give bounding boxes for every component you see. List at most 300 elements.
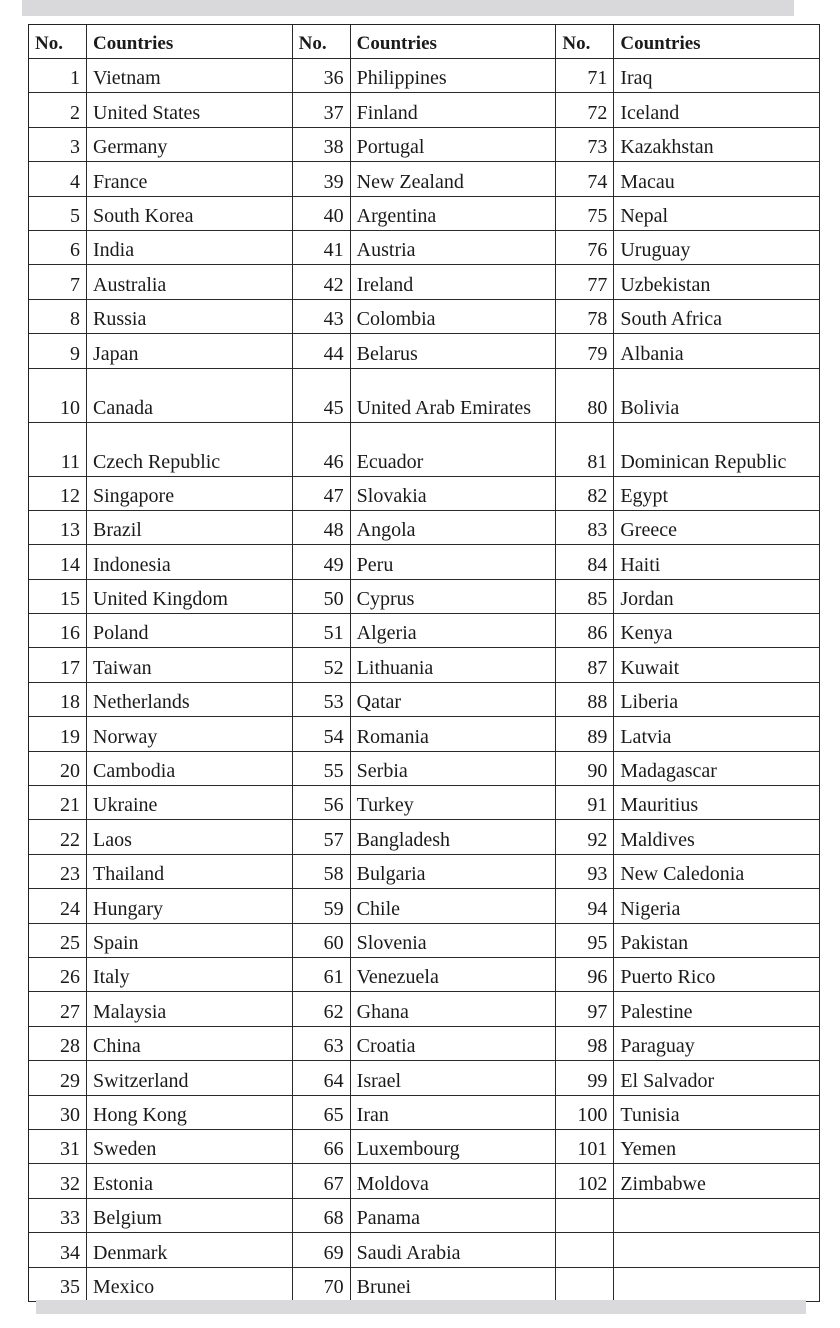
country-name: Vietnam: [87, 59, 293, 92]
country-list-table: [28, 24, 820, 1302]
row-number: 23: [29, 855, 87, 888]
table-row: [293, 717, 557, 751]
table-row: [293, 197, 557, 231]
row-number: 68: [293, 1199, 351, 1232]
table-row: [293, 423, 557, 477]
country-name: Japan: [87, 334, 293, 367]
row-number: 62: [293, 992, 351, 1025]
row-number: 19: [29, 717, 87, 750]
header-no: No.: [556, 25, 614, 58]
row-number: 95: [556, 924, 614, 957]
country-name: France: [87, 162, 293, 195]
table-row: [29, 580, 293, 614]
table-row: [556, 93, 820, 127]
table-row: [293, 683, 557, 717]
row-number: 92: [556, 820, 614, 853]
table-row: [293, 545, 557, 579]
table-row: [556, 580, 820, 614]
row-number: 11: [29, 423, 87, 476]
row-number: 91: [556, 786, 614, 819]
row-number: 41: [293, 231, 351, 264]
country-name: Italy: [87, 958, 293, 991]
country-name: Iceland: [614, 93, 820, 126]
table-row: [556, 300, 820, 334]
country-name: Dominican Republic: [614, 423, 820, 476]
row-number: 81: [556, 423, 614, 476]
table-row: [293, 752, 557, 786]
row-number: 34: [29, 1233, 87, 1266]
row-number: 72: [556, 93, 614, 126]
table-row: [29, 511, 293, 545]
row-number: 47: [293, 477, 351, 510]
table-row: [556, 1061, 820, 1095]
row-number: 102: [556, 1164, 614, 1197]
row-number: 54: [293, 717, 351, 750]
row-number: 30: [29, 1096, 87, 1129]
country-name: United Arab Emirates: [351, 369, 557, 422]
column-group-2: [293, 25, 557, 1302]
row-number: 57: [293, 820, 351, 853]
table-row: [29, 889, 293, 923]
table-row: [556, 1096, 820, 1130]
country-name: Germany: [87, 128, 293, 161]
table-row: [293, 1268, 557, 1302]
row-number: 5: [29, 197, 87, 230]
row-number: 43: [293, 300, 351, 333]
row-number: 89: [556, 717, 614, 750]
table-row: [556, 614, 820, 648]
country-name: Pakistan: [614, 924, 820, 957]
country-name: [614, 1268, 820, 1301]
table-row: [556, 924, 820, 958]
table-row: [29, 1130, 293, 1164]
row-number: [556, 1233, 614, 1266]
country-name: Denmark: [87, 1233, 293, 1266]
country-name: Sweden: [87, 1130, 293, 1163]
country-name: Venezuela: [351, 958, 557, 991]
row-number: 86: [556, 614, 614, 647]
country-name: Brunei: [351, 1268, 557, 1301]
row-number: 48: [293, 511, 351, 544]
country-name: China: [87, 1027, 293, 1060]
row-number: 55: [293, 752, 351, 785]
country-name: Algeria: [351, 614, 557, 647]
country-name: Yemen: [614, 1130, 820, 1163]
table-row: [29, 752, 293, 786]
row-number: 65: [293, 1096, 351, 1129]
table-row: [293, 265, 557, 299]
row-number: 82: [556, 477, 614, 510]
country-name: Albania: [614, 334, 820, 367]
table-row: [29, 614, 293, 648]
table-row: [293, 511, 557, 545]
country-name: United States: [87, 93, 293, 126]
country-name: Philippines: [351, 59, 557, 92]
row-number: 70: [293, 1268, 351, 1301]
country-name: Estonia: [87, 1164, 293, 1197]
row-number: 45: [293, 369, 351, 422]
row-number: 87: [556, 648, 614, 681]
row-number: 33: [29, 1199, 87, 1232]
table-row: [556, 1199, 820, 1233]
table-row: [556, 265, 820, 299]
header-no: No.: [293, 25, 351, 58]
country-name: Switzerland: [87, 1061, 293, 1094]
row-number: 76: [556, 231, 614, 264]
row-number: 26: [29, 958, 87, 991]
country-name: Hungary: [87, 889, 293, 922]
row-number: 38: [293, 128, 351, 161]
table-row: [293, 128, 557, 162]
row-number: 31: [29, 1130, 87, 1163]
row-number: 21: [29, 786, 87, 819]
table-row: [293, 992, 557, 1026]
country-name: Colombia: [351, 300, 557, 333]
row-number: 52: [293, 648, 351, 681]
table-row: [556, 197, 820, 231]
row-number: 69: [293, 1233, 351, 1266]
country-name: Malaysia: [87, 992, 293, 1025]
table-row: [29, 300, 293, 334]
table-row: [29, 1027, 293, 1061]
row-number: 16: [29, 614, 87, 647]
table-row: [29, 1233, 293, 1267]
scan-edge-bottom: [36, 1300, 806, 1314]
table-row: [293, 648, 557, 682]
table-row: [29, 1199, 293, 1233]
table-row: [29, 683, 293, 717]
country-name: Puerto Rico: [614, 958, 820, 991]
country-name: Turkey: [351, 786, 557, 819]
row-number: 4: [29, 162, 87, 195]
row-number: 74: [556, 162, 614, 195]
country-name: Czech Republic: [87, 423, 293, 476]
country-name: Ireland: [351, 265, 557, 298]
table-row: [556, 1233, 820, 1267]
country-name: Laos: [87, 820, 293, 853]
row-number: 78: [556, 300, 614, 333]
row-number: 75: [556, 197, 614, 230]
row-number: 98: [556, 1027, 614, 1060]
table-row: [29, 992, 293, 1026]
row-number: 50: [293, 580, 351, 613]
row-number: 3: [29, 128, 87, 161]
row-number: 18: [29, 683, 87, 716]
row-number: 20: [29, 752, 87, 785]
country-name: Israel: [351, 1061, 557, 1094]
country-name: Palestine: [614, 992, 820, 1025]
table-row: [293, 958, 557, 992]
country-name: Mauritius: [614, 786, 820, 819]
country-name: Macau: [614, 162, 820, 195]
table-row: [29, 265, 293, 299]
country-name: Paraguay: [614, 1027, 820, 1060]
country-name: South Korea: [87, 197, 293, 230]
table-row: [29, 1061, 293, 1095]
table-row: [293, 580, 557, 614]
table-row: [556, 1268, 820, 1302]
row-number: 97: [556, 992, 614, 1025]
country-name: Haiti: [614, 545, 820, 578]
row-number: 25: [29, 924, 87, 957]
row-number: 14: [29, 545, 87, 578]
table-row: [29, 545, 293, 579]
country-name: Argentina: [351, 197, 557, 230]
row-number: 9: [29, 334, 87, 367]
row-number: 29: [29, 1061, 87, 1094]
country-name: Uzbekistan: [614, 265, 820, 298]
country-name: Belgium: [87, 1199, 293, 1232]
row-number: 13: [29, 511, 87, 544]
header-countries: Countries: [351, 25, 557, 58]
row-number: 99: [556, 1061, 614, 1094]
row-number: 77: [556, 265, 614, 298]
table-row: [293, 614, 557, 648]
country-name: Lithuania: [351, 648, 557, 681]
table-row: [556, 855, 820, 889]
row-number: 100: [556, 1096, 614, 1129]
row-number: 88: [556, 683, 614, 716]
table-row: [556, 334, 820, 368]
country-name: Cambodia: [87, 752, 293, 785]
country-name: Slovenia: [351, 924, 557, 957]
table-row: [29, 786, 293, 820]
country-name: Peru: [351, 545, 557, 578]
row-number: 27: [29, 992, 87, 1025]
row-number: 35: [29, 1268, 87, 1301]
row-number: 71: [556, 59, 614, 92]
table-row: [29, 477, 293, 511]
table-row: [29, 93, 293, 127]
row-number: 73: [556, 128, 614, 161]
country-name: Zimbabwe: [614, 1164, 820, 1197]
header-countries: Countries: [87, 25, 293, 58]
table-row: [293, 1096, 557, 1130]
country-name: New Caledonia: [614, 855, 820, 888]
country-name: Poland: [87, 614, 293, 647]
row-number: 93: [556, 855, 614, 888]
row-number: 28: [29, 1027, 87, 1060]
row-number: 96: [556, 958, 614, 991]
country-name: Panama: [351, 1199, 557, 1232]
header-row: [556, 25, 820, 59]
country-name: Chile: [351, 889, 557, 922]
country-name: South Africa: [614, 300, 820, 333]
row-number: 90: [556, 752, 614, 785]
country-name: Austria: [351, 231, 557, 264]
table-row: [556, 786, 820, 820]
country-name: Serbia: [351, 752, 557, 785]
table-row: [556, 992, 820, 1026]
country-name: Indonesia: [87, 545, 293, 578]
country-name: Mexico: [87, 1268, 293, 1301]
table-row: [29, 128, 293, 162]
header-row: [293, 25, 557, 59]
row-number: 84: [556, 545, 614, 578]
column-group-1: [29, 25, 293, 1302]
table-row: [29, 1096, 293, 1130]
country-name: Croatia: [351, 1027, 557, 1060]
table-row: [293, 1164, 557, 1198]
table-row: [556, 958, 820, 992]
table-row: [29, 423, 293, 477]
table-row: [556, 369, 820, 423]
country-name: Australia: [87, 265, 293, 298]
row-number: 64: [293, 1061, 351, 1094]
row-number: 7: [29, 265, 87, 298]
country-name: Norway: [87, 717, 293, 750]
table-row: [293, 786, 557, 820]
table-row: [293, 889, 557, 923]
row-number: 2: [29, 93, 87, 126]
country-name: Ecuador: [351, 423, 557, 476]
row-number: 10: [29, 369, 87, 422]
table-row: [556, 423, 820, 477]
country-name: Latvia: [614, 717, 820, 750]
table-row: [293, 820, 557, 854]
row-number: 59: [293, 889, 351, 922]
row-number: 42: [293, 265, 351, 298]
row-number: 12: [29, 477, 87, 510]
country-name: Bangladesh: [351, 820, 557, 853]
row-number: 66: [293, 1130, 351, 1163]
table-row: [556, 231, 820, 265]
row-number: 49: [293, 545, 351, 578]
header-no: No.: [29, 25, 87, 58]
table-row: [293, 1233, 557, 1267]
row-number: 79: [556, 334, 614, 367]
table-row: [556, 1164, 820, 1198]
country-name: Saudi Arabia: [351, 1233, 557, 1266]
country-name: Nepal: [614, 197, 820, 230]
table-row: [556, 162, 820, 196]
table-row: [29, 334, 293, 368]
row-number: 44: [293, 334, 351, 367]
table-row: [556, 752, 820, 786]
country-name: El Salvador: [614, 1061, 820, 1094]
table-row: [556, 1130, 820, 1164]
row-number: 51: [293, 614, 351, 647]
country-name: Spain: [87, 924, 293, 957]
row-number: 8: [29, 300, 87, 333]
country-name: Netherlands: [87, 683, 293, 716]
table-row: [29, 369, 293, 423]
country-name: Kuwait: [614, 648, 820, 681]
row-number: 24: [29, 889, 87, 922]
table-row: [556, 511, 820, 545]
country-name: Nigeria: [614, 889, 820, 922]
row-number: 36: [293, 59, 351, 92]
table-row: [293, 59, 557, 93]
table-row: [293, 369, 557, 423]
table-row: [29, 1164, 293, 1198]
row-number: [556, 1199, 614, 1232]
table-row: [29, 855, 293, 889]
country-name: Egypt: [614, 477, 820, 510]
country-name: Slovakia: [351, 477, 557, 510]
country-name: Ghana: [351, 992, 557, 1025]
country-name: Canada: [87, 369, 293, 422]
country-name: Maldives: [614, 820, 820, 853]
table-row: [293, 334, 557, 368]
table-row: [556, 820, 820, 854]
table-row: [556, 683, 820, 717]
row-number: 1: [29, 59, 87, 92]
row-number: 37: [293, 93, 351, 126]
table-row: [293, 1027, 557, 1061]
row-number: 53: [293, 683, 351, 716]
country-name: United Kingdom: [87, 580, 293, 613]
country-name: Greece: [614, 511, 820, 544]
table-row: [293, 162, 557, 196]
country-name: Singapore: [87, 477, 293, 510]
country-name: [614, 1233, 820, 1266]
table-row: [293, 477, 557, 511]
row-number: 6: [29, 231, 87, 264]
table-row: [293, 300, 557, 334]
country-name: Kazakhstan: [614, 128, 820, 161]
column-group-3: [556, 25, 820, 1302]
table-row: [293, 924, 557, 958]
table-row: [29, 820, 293, 854]
country-name: Angola: [351, 511, 557, 544]
row-number: 80: [556, 369, 614, 422]
country-name: Kenya: [614, 614, 820, 647]
country-name: Russia: [87, 300, 293, 333]
row-number: 17: [29, 648, 87, 681]
table-row: [293, 93, 557, 127]
country-name: New Zealand: [351, 162, 557, 195]
row-number: 60: [293, 924, 351, 957]
row-number: 67: [293, 1164, 351, 1197]
table-row: [556, 128, 820, 162]
country-name: Luxembourg: [351, 1130, 557, 1163]
row-number: 46: [293, 423, 351, 476]
scan-edge-top: [22, 0, 794, 16]
table-row: [556, 1027, 820, 1061]
row-number: 58: [293, 855, 351, 888]
row-number: 94: [556, 889, 614, 922]
country-name: [614, 1199, 820, 1232]
country-name: Iran: [351, 1096, 557, 1129]
row-number: 22: [29, 820, 87, 853]
country-name: Taiwan: [87, 648, 293, 681]
table-row: [293, 855, 557, 889]
table-row: [29, 162, 293, 196]
row-number: 15: [29, 580, 87, 613]
country-name: Finland: [351, 93, 557, 126]
table-row: [29, 1268, 293, 1302]
country-name: India: [87, 231, 293, 264]
row-number: 56: [293, 786, 351, 819]
table-row: [29, 958, 293, 992]
table-row: [293, 1199, 557, 1233]
row-number: [556, 1268, 614, 1301]
table-row: [29, 197, 293, 231]
country-name: Romania: [351, 717, 557, 750]
country-name: Ukraine: [87, 786, 293, 819]
table-row: [556, 717, 820, 751]
country-name: Hong Kong: [87, 1096, 293, 1129]
country-name: Thailand: [87, 855, 293, 888]
country-name: Belarus: [351, 334, 557, 367]
country-name: Bulgaria: [351, 855, 557, 888]
table-row: [293, 1061, 557, 1095]
country-name: Portugal: [351, 128, 557, 161]
row-number: 39: [293, 162, 351, 195]
table-row: [29, 717, 293, 751]
country-name: Moldova: [351, 1164, 557, 1197]
